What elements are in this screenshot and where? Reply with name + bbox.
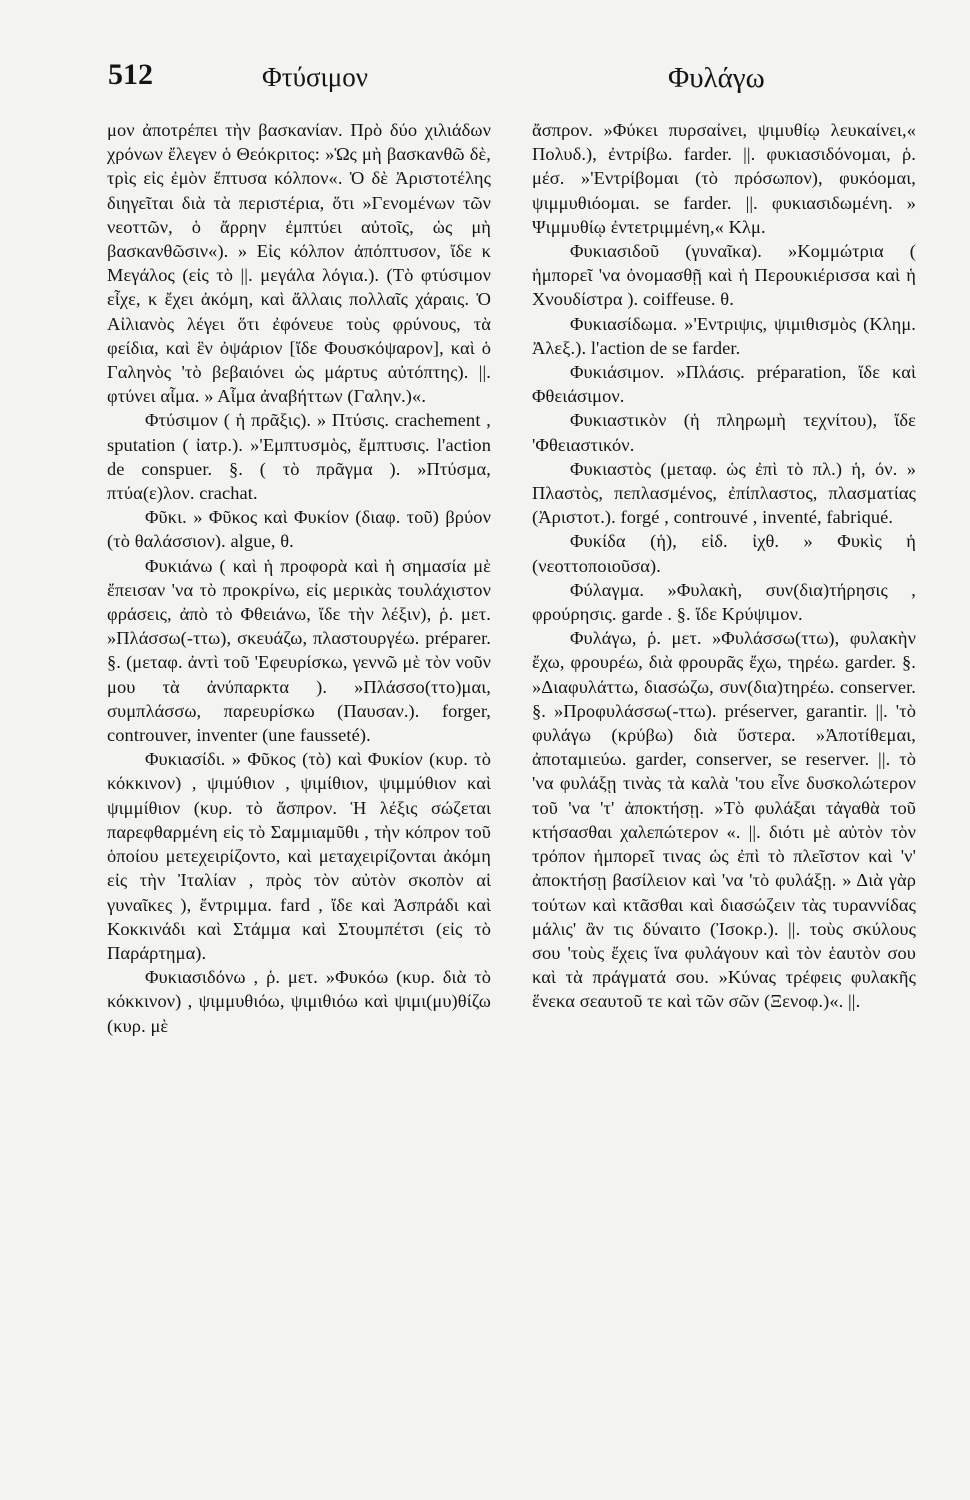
entry-paragraph: ἄσπρον. »Φύκει πυρσαίνει, ψιμυθίῳ λευκαίνει,« Πολυδ.), ἐντρίβω. farder. ||. φυκιασιδόνομαι, ῥ. μέσ. »'Εντρίβομαι (τὸ πρόσωπον), φυκόομαι, ψιμμυθιόομαι. se farder. ||. φυκιασιδωμένη. » Ψιμμυθίῳ ἐντετριμμένη,« Κλμ. [532, 120, 916, 237]
entry-paragraph: Φτύσιμον ( ἡ πρᾶξις). » Πτύσις. crachement , sputation ( ἰατρ.). »'Εμπτυσμὸς, ἔμπτυσις. l'action de conspuer. §. ( τὸ πρᾶγμα ). »Πτύσμα, πτύα(ε)λον. crachat. [107, 410, 491, 504]
left-guide-word: Φτύσιμον [262, 62, 368, 92]
page-header [0, 52, 970, 102]
entry-paragraph: Φυκιάνω ( καὶ ἡ προφορὰ καὶ ἡ σημασία μὲ ἔπεισαν 'να τὸ προκρίνω, εἰς μερικὰς τουλάχιστον φράσεις, ἀπὸ τὸ Φθειάνω, ἴδε τὴν λέξιν), ῥ. μετ. »Πλάσσω(-ττω), σκευάζω, πλαστουργέω. préparer. §. (μεταφ. ἀντὶ τοῦ 'Εφευρίσκω, γεννῶ μὲ τὸν νοῦν μου τὰ ἀνύπαρκτα ). »Πλάσσο(ττο)μαι, συμπλάσσω, παρευρίσκω (Παυσαν.). forger, controuver, inventer (une fausseté). [107, 555, 491, 746]
entry-paragraph: Φυκιασίδι. » Φῦκος (τὸ) καὶ Φυκίον (κυρ. τὸ κόκκινον) , ψιμύθιον , ψιμίθιον, ψιμμύθιον καὶ ψιμμίθιον (κυρ. τὸ ἄσπρον. Ἡ λέξις σώζεται παρεφθαρμένη εἰς τὸ Σαμμιαμῦθι , τὴν κόπρον τοῦ ὁποίου μετεχειρίζοντο, καὶ μεταχειρίζονται ἀκόμη εἰς τὴν Ἰταλίαν , πρὸς τὸν αὐτὸν σκοπὸν αἱ γυναῖκες ), ἔντριμμα. fard , ἴδε καὶ Ἀσπράδι καὶ Κοκκινάδι καὶ Στάμμα καὶ Στουμπέτσι (εἰς τὸ Παράρτημα). [107, 749, 491, 963]
entry-paragraph: Φῦκι. » Φῦκος καὶ Φυκίον (διαφ. τοῦ) βρύον (τὸ θαλάσσιον). algue, θ. [107, 507, 491, 552]
entry-paragraph: Φυκιασίδωμα. »'Εντριψις, ψιμιθισμὸς (Κλημ. Ἀλεξ.). l'action de se farder. [532, 313, 916, 358]
entry-paragraph: Φυκιάσιμον. »Πλάσις. préparation, ἴδε καὶ Φθειάσιμον. [532, 362, 916, 407]
entry-paragraph: Φυκιαστὸς (μεταφ. ὡς ἐπὶ τὸ πλ.) ἡ, όν. » Πλαστὸς, πεπλασμένος, ἐπίπλαστος, πλασματίας (Ἀριστοτ.). forgé , controuvé , inventé, fabriqué. [532, 458, 916, 528]
entry-paragraph: Φύλαγμα. »Φυλακὴ, συν(δια)τήρησις , φρούρησις. garde . §. ἴδε Κρύψιμον. [532, 579, 916, 625]
entry-paragraph: Φυλάγω, ῥ. μετ. »Φυλάσσω(ττω), φυλακὴν ἔχω, φρουρέω, διὰ φρουρᾶς ἔχω, τηρέω. garder. §. »Διαφυλάττω, διασώζω, συν(δια)τηρέω. conserver. §. »Προφυλάσσω(-ττω). préserver, garantir. ||. 'τὸ φυλάγω (κρύβω) διὰ ὕστερα. »Ἀποτίθεμαι, ἀποταμιεύω. garder, conserver, se reserver. ||. τὸ 'να φυλάξῃ τινὰς τὰ καλὰ 'του εἶνε δυσκολώτερον τοῦ 'να 'τ' ἀποκτήσῃ. »Τὸ φυλάξαι τἀγαθὰ τοῦ κτήσασθαι χαλεπώτερον «. ||. διότι μὲ αὐτὸν τὸν τρόπον ἠμπορεῖ τινας ὡς ἐπὶ τὸ πλεῖστον καὶ 'ν' ἀποκτήσῃ βασίλειον καὶ 'να 'τὸ φυλάξῃ. » Διὰ γὰρ τούτων καὶ κτᾶσθαι καὶ διασώζειν τὰς τυραννίδας μάλις' ἂν τις δύναιτο (Ἰσοκρ.). ||. τοὺς σκύλους σου 'τοὺς ἔχεις ἵνα φυλάγουν καὶ τὸν ἑαυτὸν σου καὶ τὰ πράγματά σου. »Κύνας τρέφεις φυλακῆς ἕνεκα σεαυτοῦ τε καὶ τῶν σῶν (Ξενοφ.)«. ||. [532, 628, 916, 1012]
entry-paragraph: Φυκιασιδόνω , ῥ. μετ. »Φυκόω (κυρ. διὰ τὸ κόκκινον) , ψιμμυθιόω, ψιμιθιόω καὶ ψιμι(μυ)θίζω (κυρ. μὲ [107, 967, 491, 1036]
right-column [532, 118, 916, 1014]
entry-paragraph: Φυκιασιδοῦ (γυναῖκα). »Κομμώτρια ( ἠμπορεῖ 'να ὀνομασθῇ καὶ ἡ Περουκιέρισσα καὶ ἡ Χνουδίστρα ). coiffeuse. θ. [532, 241, 916, 310]
left-column [107, 118, 491, 1038]
entry-paragraph: Φυκιαστικὸν (ἡ πληρωμὴ τεχνίτου), ἴδε 'Φθειαστικόν. [532, 410, 916, 455]
right-guide-word: Φυλάγω [668, 62, 765, 94]
entry-paragraph: μον ἀποτρέπει τὴν βασκανίαν. Πρὸ δύο χιλιάδων χρόνων ἔλεγεν ὁ Θεόκριτος: »Ὡς μὴ βασκανθῶ δὲ, τρὶς εἰς ἐμὸν ἔπτυσα κόλπον«. Ὁ δὲ Ἀριστοτέλης διηγεῖται διὰ τὰ περιστέρια, ὅτι »Γενομένων τῶν νεοττῶν, ὁ ἄρρην ἐμπτύει αὐτοῖς, ὡς μὴ βασκανθῶσιν«). » Εἰς κόλπον ἀπόπτυσον, ἴδε κ Μεγάλος (εἰς τὸ ||. μεγάλα λόγια.). (Τὸ φτύσιμον εἶχε, κ ἔχει ἀκόμη, καὶ ἄλλαις πολλαῖς χάραις. Ὁ Αἰλιανὸς λέγει ὅτι ἐφόνευε τοὺς φρύνους, τὰ φείδια, καὶ ἓν ὀψάριον [ἴδε Φουσκόψαρον], καὶ ὁ Γαληνὸς 'τὸ βεβαιόνει ὡς μάρτυς αὐτόπτης). ||. φτύνει αἷμα. » Αἷμα ἀναβήττων (Γαλην.)«. [107, 120, 491, 407]
page-number: 512 [108, 58, 153, 91]
entry-paragraph: Φυκίδα (ἡ), εἰδ. ἰχθ. » Φυκὶς ἡ (νεοττοποιοῦσα). [532, 531, 916, 576]
